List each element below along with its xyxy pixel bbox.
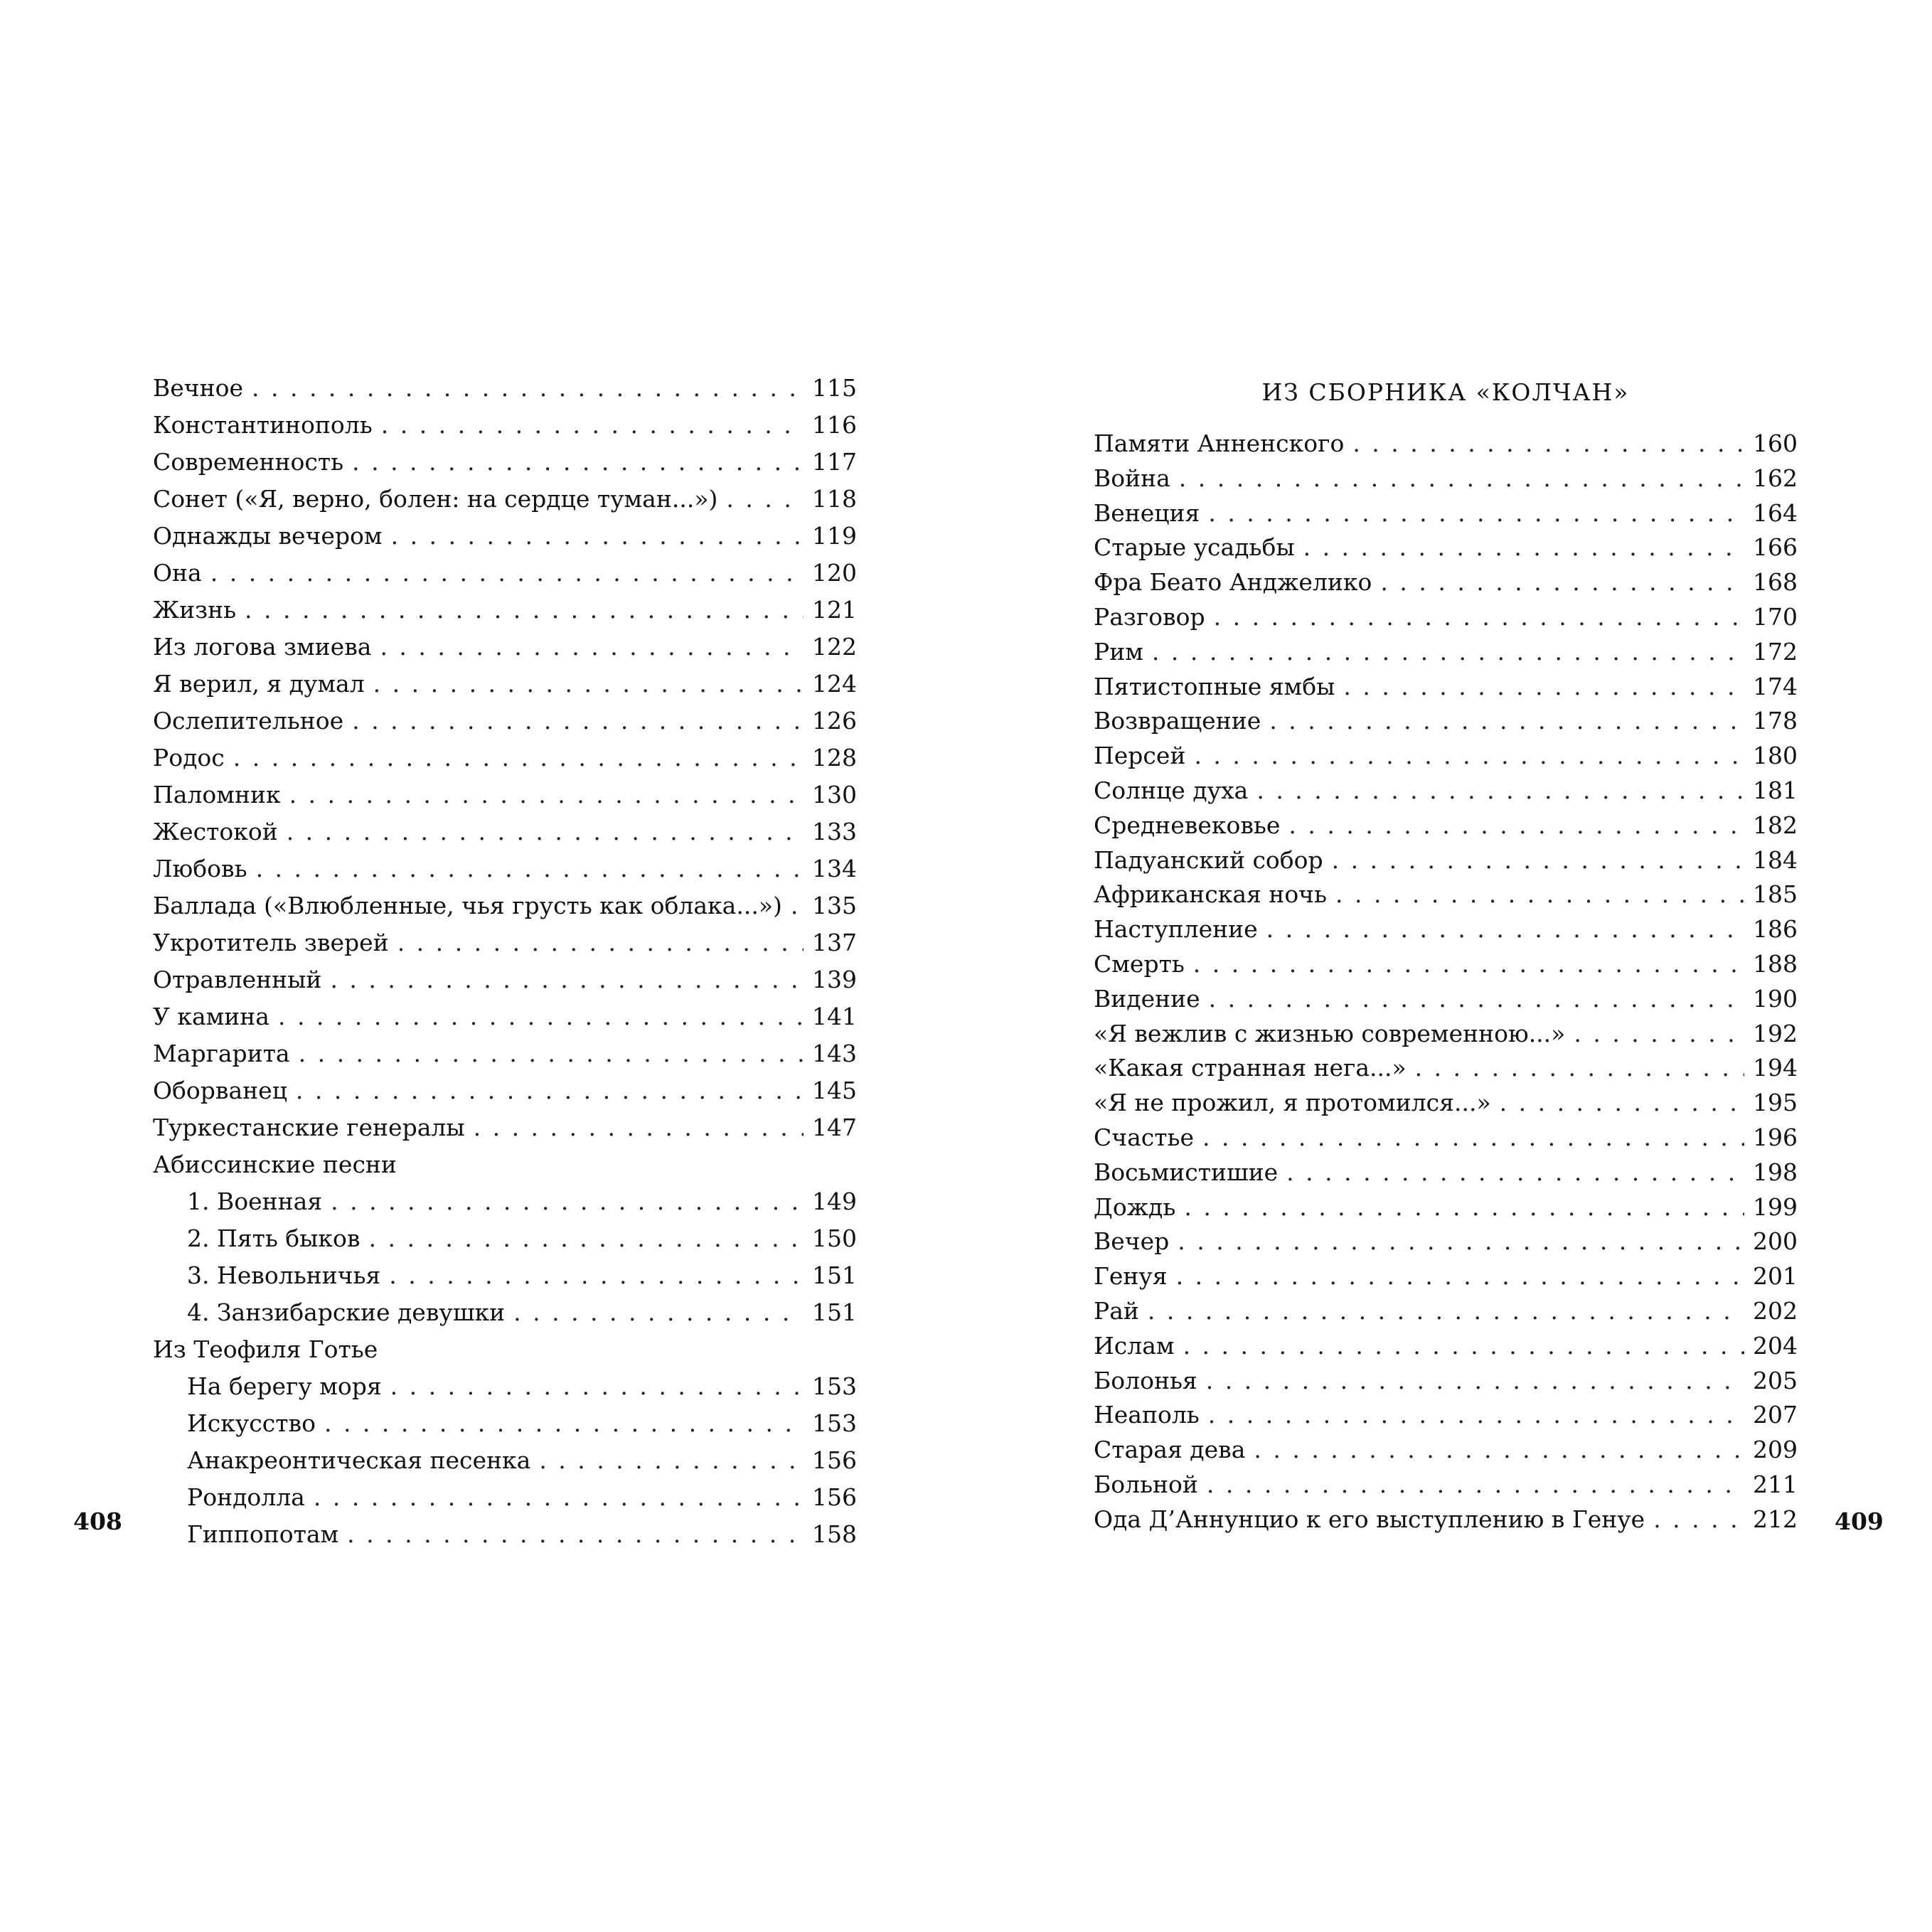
toc-subentry [153,1368,857,1405]
toc-entry-page: 122 [812,633,857,661]
toc-entry [1094,774,1798,808]
dot-leader [1254,1433,1744,1468]
dot-leader [210,555,804,592]
toc-entry-page: 194 [1753,1054,1798,1082]
dot-leader [1266,912,1744,947]
dot-leader [287,813,804,850]
dot-leader [314,1479,804,1516]
toc-entry-page: 158 [812,1520,857,1548]
toc-entry-title: Старая дева [1094,1436,1246,1464]
toc-entry-title: На берегу моря [187,1372,382,1400]
toc-entry-title: Ислам [1094,1331,1175,1360]
toc-entry [1094,1468,1798,1503]
toc-entry-page: 137 [812,929,857,956]
toc-entry [1094,1329,1798,1364]
toc-entry-page: 180 [1753,742,1798,770]
toc-entry-title: Болонья [1094,1366,1197,1394]
toc-entry [153,998,857,1035]
dot-leader [1343,670,1744,705]
toc-entry-title: Счастье [1094,1123,1194,1151]
toc-entry [153,887,857,924]
toc-entry-title: У камина [153,1003,269,1030]
toc-entry [1094,704,1798,739]
toc-entry-title: Ослепительное [153,707,344,735]
toc-entry-page: 151 [812,1298,857,1326]
toc-entry-title: Рим [1094,637,1143,666]
toc-entry-page: 192 [1753,1019,1798,1047]
toc-entry [153,924,857,961]
toc-entry-page: 119 [812,522,857,550]
toc-entry-title: Я верил, я думал [153,670,365,698]
toc-entry-page: 151 [812,1261,857,1289]
toc-subentry [153,1516,857,1553]
toc-entry-page: 147 [812,1114,857,1141]
toc-entry [1094,635,1798,670]
dot-leader [1208,1398,1744,1433]
toc-entry-page: 153 [812,1409,857,1437]
dot-leader [1194,739,1744,774]
dot-leader [373,666,804,703]
toc-entry-page: 172 [1753,637,1798,666]
toc-entry [1094,877,1798,912]
toc-entry-title: «Я не прожил, я протомился...» [1094,1089,1491,1117]
toc-entry-title: 1. Военная [187,1188,323,1215]
dot-leader [1574,1017,1744,1052]
toc-entry-page: 178 [1753,707,1798,735]
toc-entry-title: Баллада («Влюбленные, чья грусть как облака...») [153,892,782,919]
toc-entry-page: 139 [812,966,857,993]
toc-entry [1094,600,1798,635]
dot-leader [1208,496,1744,531]
toc-entry-title: Сонет («Я, верно, болен: на сердце туман...») [153,485,718,513]
toc-entry [1094,1433,1798,1468]
toc-list-left [153,370,857,1553]
toc-entry-title: Разговор [1094,602,1205,631]
toc-entry-page: 164 [1753,498,1798,527]
toc-entry [153,555,857,592]
toc-entry-page: 115 [812,374,857,402]
toc-entry-title: Паломник [153,781,281,808]
toc-subentry [153,1442,857,1479]
toc-entry [1094,912,1798,947]
toc-entry-title: Война [1094,464,1170,492]
toc-entry-page: 143 [812,1040,857,1067]
toc-entry-title: Восьмистишие [1094,1158,1279,1186]
toc-entry-page: 199 [1753,1192,1798,1221]
toc-entry [1094,565,1798,600]
toc-entry-page: 124 [812,670,857,698]
toc-entry [1094,427,1798,461]
toc-entry-title: Рондолла [187,1483,305,1511]
toc-entry-title: Однажды вечером [153,522,383,550]
toc-entry [153,850,857,887]
toc-entry-page: 135 [812,892,857,919]
toc-entry-page: 188 [1753,949,1798,978]
dot-leader [1303,530,1744,565]
toc-entry-title: Родос [153,744,225,772]
toc-entry-title: Искусство [187,1409,316,1437]
dot-leader [513,1294,804,1331]
toc-group-heading [153,1146,857,1183]
toc-entry-title: Смерть [1094,949,1185,978]
right-page [966,0,1932,1932]
toc-entry-title: Жизнь [153,596,237,624]
toc-subentry [153,1257,857,1294]
toc-entry-title: Солнце духа [1094,776,1249,804]
toc-entry-page: 149 [812,1188,857,1215]
toc-entry-title: Неаполь [1094,1401,1200,1429]
dot-leader [1335,877,1744,912]
toc-subentry [153,1220,857,1257]
dot-leader [1214,600,1744,635]
toc-entry-title: Рай [1094,1296,1139,1325]
toc-entry-page: 134 [812,855,857,882]
toc-entry-page: 120 [812,559,857,587]
dot-leader [791,887,804,924]
toc-entry-page: 121 [812,596,857,624]
dot-leader [1183,1329,1744,1364]
dot-leader [391,518,804,555]
dot-leader [1176,1259,1744,1294]
toc-entry-page: 204 [1753,1331,1798,1360]
toc-entry-page: 196 [1753,1123,1798,1151]
dot-leader [330,961,804,998]
dot-leader [1152,635,1744,670]
dot-leader [347,1516,804,1553]
toc-entry-page: 184 [1753,845,1798,874]
toc-entry-title: Возвращение [1094,707,1261,735]
toc-entry [1094,1398,1798,1433]
toc-entry-title: Ода Д’Аннунцио к его выступлению в Генуе [1094,1505,1645,1533]
toc-entry [1094,1364,1798,1399]
toc-subentry [153,1183,857,1220]
toc-entry-title: Генуя [1094,1262,1168,1291]
toc-entry-page: 174 [1753,672,1798,700]
toc-entry [1094,1086,1798,1121]
dot-leader [380,629,804,666]
toc-entry-title: Из Теофиля Готье [153,1335,378,1363]
toc-entry [153,703,857,740]
dot-leader [1207,1468,1744,1503]
toc-entry-title: 2. Пять быков [187,1224,361,1252]
dot-leader [245,592,804,629]
toc-entry [1094,1051,1798,1086]
toc-entry-title: Гиппопотам [187,1520,339,1548]
toc-entry [153,666,857,703]
toc-entry-page: 130 [812,781,857,808]
page-number-right: 409 [1835,1507,1884,1535]
toc-entry-page: 212 [1753,1505,1798,1533]
toc-entry [1094,1259,1798,1294]
dot-leader [289,776,804,813]
toc-entry-page: 166 [1753,533,1798,562]
toc-entry-page: 185 [1753,880,1798,909]
dot-leader [1332,843,1744,878]
toc-entry-title: Жестокой [153,818,278,845]
toc-entry-title: Вечное [153,374,243,402]
dot-leader [256,850,804,887]
toc-entry-title: Падуанский собор [1094,845,1323,874]
dot-leader [1206,1364,1744,1399]
toc-entry [1094,947,1798,982]
toc-entry-page: 207 [1753,1401,1798,1429]
toc-entry-page: 141 [812,1003,857,1030]
toc-entry-title: Памяти Анненского [1094,429,1345,457]
section-heading: ИЗ СБОРНИКА «КОЛЧАН» [1261,378,1630,406]
toc-entry-page: 160 [1753,429,1798,457]
toc-entry-title: 4. Занзибарские девушки [187,1298,506,1326]
dot-leader [397,924,804,961]
toc-entry-title: «Какая странная нега...» [1094,1054,1407,1082]
dot-leader [726,481,804,518]
dot-leader [233,740,804,776]
dot-leader [1178,1224,1744,1259]
toc-entry-page: 181 [1753,776,1798,804]
toc-entry-title: Дождь [1094,1192,1176,1221]
toc-entry-title: Средневековье [1094,811,1281,839]
toc-entry-title: Отравленный [153,966,322,993]
toc-entry [1094,982,1798,1017]
toc-entry-title: Фра Беато Анджелико [1094,568,1372,597]
toc-entry [153,518,857,555]
dot-leader [1415,1051,1744,1086]
dot-leader [389,1257,804,1294]
toc-entry [153,592,857,629]
toc-entry [1094,1503,1798,1537]
toc-entry [153,407,857,444]
dot-leader [1202,1121,1744,1156]
toc-entry-page: 186 [1753,915,1798,944]
dot-leader [331,1183,804,1220]
toc-entry [153,776,857,813]
toc-entry-page: 201 [1753,1262,1798,1291]
toc-subentry [153,1405,857,1442]
toc-entry-page: 117 [812,448,857,476]
toc-entry-page: 200 [1753,1227,1798,1256]
dot-leader [1286,1156,1744,1190]
toc-entry-title: Из логова змиева [153,633,372,661]
toc-entry-page: 195 [1753,1089,1798,1117]
toc-entry [1094,1190,1798,1225]
toc-entry [153,813,857,850]
toc-entry [153,444,857,481]
toc-entry-page: 126 [812,707,857,735]
toc-entry-page: 156 [812,1483,857,1511]
toc-entry [1094,843,1798,878]
toc-entry-title: Современность [153,448,344,476]
dot-leader [1288,808,1744,843]
toc-entry [153,370,857,407]
toc-entry [153,1072,857,1109]
dot-leader [1179,461,1744,496]
toc-entry-page: 150 [812,1224,857,1252]
toc-entry-page: 170 [1753,602,1798,631]
toc-entry-title: Вечер [1094,1227,1170,1256]
toc-entry [153,1109,857,1146]
toc-subentry [153,1294,857,1331]
toc-entry-title: «Я вежлив с жизнью современною...» [1094,1019,1566,1047]
toc-entry-title: Наступление [1094,915,1258,944]
dot-leader [324,1405,804,1442]
toc-entry [1094,496,1798,531]
toc-entry [1094,461,1798,496]
toc-entry [153,740,857,776]
toc-entry-title: Она [153,559,202,587]
dot-leader [299,1035,804,1072]
toc-entry-title: Туркестанские генералы [153,1114,465,1141]
toc-entry [153,961,857,998]
toc-entry-page: 128 [812,744,857,772]
toc-entry-title: Видение [1094,984,1200,1013]
toc-entry-page: 168 [1753,568,1798,597]
toc-entry-page: 118 [812,485,857,513]
toc-entry [1094,1156,1798,1190]
toc-entry-page: 133 [812,818,857,845]
dot-leader [474,1109,804,1146]
toc-entry [1094,1294,1798,1329]
dot-leader [1653,1503,1744,1537]
page-number-left: 408 [73,1507,122,1535]
toc-entry [1094,739,1798,774]
toc-list-right [1094,427,1798,1537]
toc-entry [1094,1121,1798,1156]
toc-entry-title: Венеция [1094,498,1200,527]
dot-leader [1269,704,1744,739]
toc-entry-page: 156 [812,1446,857,1474]
toc-entry [1094,1017,1798,1052]
dot-leader [296,1072,804,1109]
toc-entry [1094,1224,1798,1259]
dot-leader [539,1442,804,1479]
toc-entry-page: 162 [1753,464,1798,492]
toc-entry-page: 182 [1753,811,1798,839]
toc-entry [153,629,857,666]
dot-leader [352,703,804,740]
dot-leader [1184,1190,1744,1225]
dot-leader [1352,427,1744,461]
dot-leader [1380,565,1744,600]
dot-leader [352,444,804,481]
toc-entry [1094,808,1798,843]
toc-entry-page: 205 [1753,1366,1798,1394]
toc-entry-title: Персей [1094,742,1186,770]
dot-leader [390,1368,804,1405]
toc-entry [153,1035,857,1072]
toc-entry-page: 198 [1753,1158,1798,1186]
toc-entry-title: Константинополь [153,411,373,439]
toc-entry-title: Анакреонтическая песенка [187,1446,531,1474]
toc-group-heading [153,1331,857,1368]
toc-entry-title: Любовь [153,855,247,882]
toc-entry-title: 3. Невольничья [187,1261,381,1289]
dot-leader [252,370,804,407]
toc-entry-page: 211 [1753,1470,1798,1498]
toc-entry [1094,530,1798,565]
toc-entry [1094,670,1798,705]
toc-entry-page: 116 [812,411,857,439]
dot-leader [1148,1294,1744,1329]
toc-entry-title: Укротитель зверей [153,929,389,956]
dot-leader [381,407,804,444]
dot-leader [1256,774,1744,808]
toc-entry-page: 145 [812,1077,857,1104]
toc-entry-title: Абиссинские песни [153,1151,397,1178]
dot-leader [1193,947,1744,982]
toc-entry-title: Больной [1094,1470,1198,1498]
toc-entry-title: Оборванец [153,1077,287,1104]
toc-entry-page: 202 [1753,1296,1798,1325]
toc-entry-title: Пятистопные ямбы [1094,672,1335,700]
toc-entry-title: Старые усадьбы [1094,533,1295,562]
dot-leader [1209,982,1744,1017]
dot-leader [369,1220,804,1257]
dot-leader [1500,1086,1744,1121]
toc-entry [153,481,857,518]
toc-entry-page: 190 [1753,984,1798,1013]
toc-entry-page: 209 [1753,1436,1798,1464]
dot-leader [278,998,804,1035]
toc-entry-title: Маргарита [153,1040,290,1067]
toc-subentry [153,1479,857,1516]
toc-entry-title: Африканская ночь [1094,880,1327,909]
toc-entry-page: 153 [812,1372,857,1400]
